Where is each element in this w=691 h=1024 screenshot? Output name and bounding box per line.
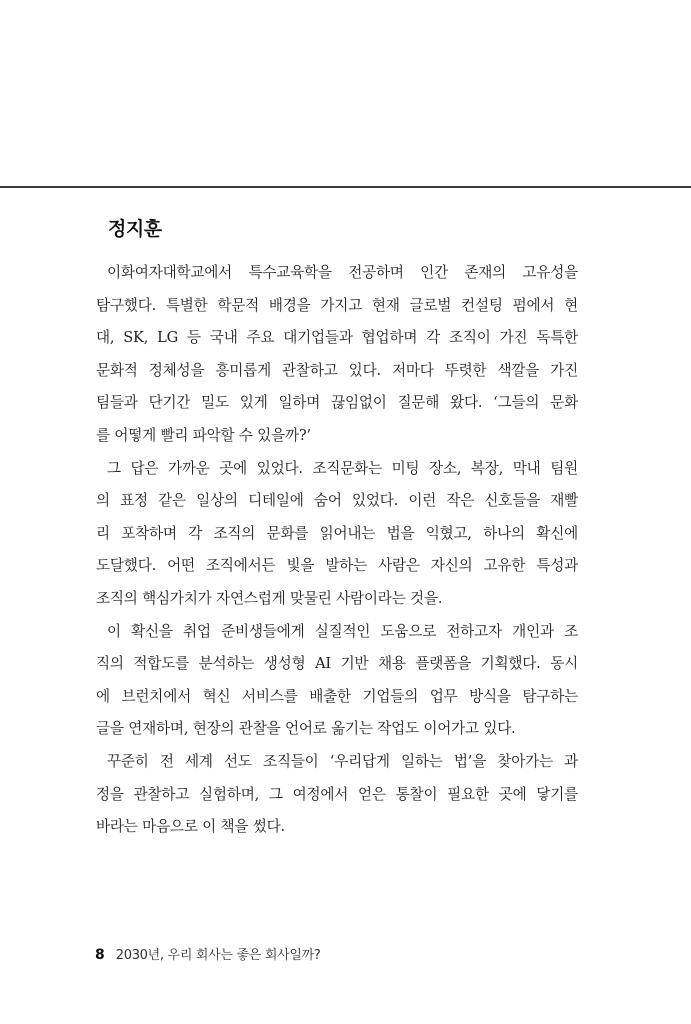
bio-line: 그 답은 가까운 곳에 있었다. 조직문화는 미팅 장소, 복장, 막내 팀원 xyxy=(107,459,578,477)
bio-line: 이화여자대학교에서 특수교육학을 전공하며 인간 존재의 고유성을 xyxy=(107,264,578,281)
bio-line: 바라는 마음으로 이 책을 썼다. xyxy=(96,818,285,836)
bio-line: 도달했다. 어떤 조직에서든 빛을 발하는 사람은 자신의 고유한 특성과 xyxy=(96,557,578,575)
bio-line: 를 어떻게 빨리 파악할 수 있을까?’ xyxy=(96,426,311,444)
running-title: 2030년, 우리 회사는 좋은 회사일까? xyxy=(115,948,321,963)
bio-line: 팀들과 단기간 밀도 있게 일하며 끊임없이 질문해 왔다. ‘그들의 문화 xyxy=(96,394,578,412)
bio-line: 리 포착하며 각 조직의 문화를 읽어내는 법을 익혔고, 하나의 확신에 xyxy=(96,524,578,542)
author-bio xyxy=(96,257,578,844)
header-divider xyxy=(0,186,691,188)
page-number: 8 xyxy=(95,947,105,963)
author-name: 정지훈 xyxy=(108,218,162,240)
bio-line: 대, SK, LG 등 국내 주요 대기업들과 협업하며 각 조직이 가진 독특한 xyxy=(96,329,578,347)
bio-line: 이 확신을 취업 준비생들에게 실질적인 도움으로 전하고자 개인과 조 xyxy=(107,622,578,640)
bio-line: 글을 연재하며, 현장의 관찰을 언어로 옮기는 작업도 이어가고 있다. xyxy=(96,720,516,738)
bio-line: 문화적 정체성을 흥미롭게 관찰하고 있다. 저마다 뚜렷한 색깔을 가진 xyxy=(96,361,578,379)
page-footer xyxy=(95,944,321,963)
bio-line: 탐구했다. 특별한 학문적 배경을 가지고 현재 글로벌 컨설팅 펌에서 현 xyxy=(96,296,578,314)
bio-line: 직의 적합도를 분석하는 생성형 AI 기반 채용 플랫폼을 기획했다. 동시 xyxy=(96,655,578,673)
bio-line: 의 표정 같은 일상의 디테일에 숨어 있었다. 이런 작은 신호들을 재빨 xyxy=(96,492,578,510)
bio-line: 정을 관찰하고 실험하며, 그 여정에서 얻은 통찰이 필요한 곳에 닿기를 xyxy=(96,785,578,803)
bio-line: 에 브런치에서 혁신 서비스를 배출한 기업들의 업무 방식을 탐구하는 xyxy=(96,687,578,705)
bio-line: 꾸준히 전 세계 선도 조직들이 ‘우리답게 일하는 법’을 찾아가는 과 xyxy=(107,752,578,770)
bio-line: 조직의 핵심가치가 자연스럽게 맞물린 사람이라는 것을. xyxy=(96,589,443,607)
